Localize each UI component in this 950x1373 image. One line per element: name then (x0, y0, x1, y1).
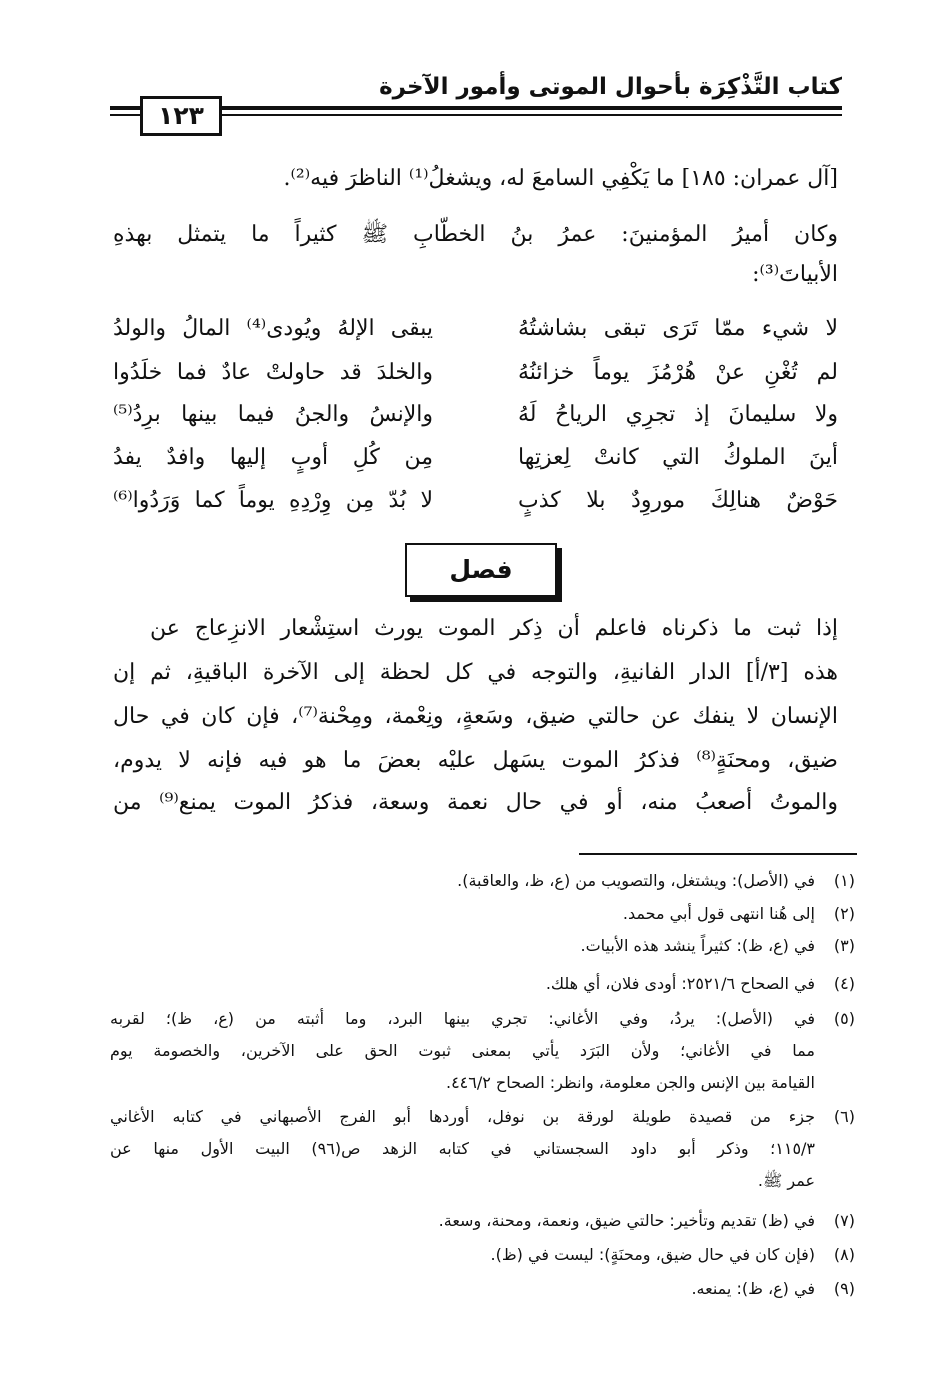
paragraph-line: والموتُ أصعبُ منه، أو في حال نعمة وسعة، فذكرُ الموت يمنع⁽⁹⁾ من (113, 790, 838, 815)
footnote-number: (١) (833, 871, 855, 890)
poem-second-hemistich: مِن كُلِ أوبٍ إليها وافدٌ يفدُ (113, 445, 433, 470)
footnote-number: (٢) (833, 904, 855, 923)
poem-first-hemistich: ولا سليمانَ إذ تجرِي الرياحُ لَهُ (518, 402, 838, 427)
footnote-text: ١١٥/٣؛ وذكر أبو داود السجستاني في كتابه الزهد ص(٩٦) البيت الأول منها عن (110, 1139, 816, 1158)
paragraph-line: الإنسان لا ينفك عن حالتي ضيق، وسَعةٍ، ونِعْمة، ومِحْنة⁽⁷⁾، فإن كان في حال (113, 704, 838, 729)
footnote-number: (٣) (833, 936, 855, 955)
footnote-separator (579, 853, 857, 855)
footnote-text: عمر ﷺ. (757, 1171, 815, 1190)
poem-second-hemistich: لا بُدّ مِن وِرْدِهِ يوماً كما وَرَدُوا⁽⁶⁾ (113, 488, 433, 513)
footnote-text: (فإن كان في حال ضيق، ومحنَةٍ): ليست في (ظ). (490, 1245, 815, 1264)
poem-first-hemistich: حَوْضٌ هنالِكَ موروِدٌ بلا كذبٍ (518, 488, 838, 513)
footnote-number: (٨) (833, 1245, 855, 1264)
poem-verse (113, 445, 838, 483)
footnote-number: (٩) (833, 1279, 855, 1298)
poem-verse (113, 488, 838, 526)
footnote-text: إلى هُنا انتهى قول أبي محمد. (622, 904, 815, 923)
poem-second-hemistich: والخلدَ قد حاولتْ عادٌ فما خلَدُوا (113, 360, 433, 385)
footnote-number: (٦) (833, 1107, 855, 1126)
footnote-text: جزء من قصيدة طويلة لورقة بن نوفل، أوردها أبو الفرج الأصبهاني في كتابه الأغاني (110, 1107, 815, 1126)
poem-verse (113, 316, 838, 354)
footnote-text: مما في الأغاني؛ ولأن البَرَد يأتي بمعنى ثبوت الحق على الآخرين، والخصومة يوم (110, 1041, 815, 1060)
poem-first-hemistich: أينَ الملوكُ التي كانتْ لِعزتِها (518, 445, 838, 470)
poem-first-hemistich: لا شيء ممّا تَرَى تبقى بشاشتُهُ (518, 316, 838, 341)
footnote-number: (٥) (833, 1009, 855, 1028)
footnote-text: في (الأصل): ويشتغل، والتصويب من (ع، ظ، والعاقبة). (457, 871, 815, 890)
poem-first-hemistich: لم تُغْنِ عنْ هُرْمُزَ يوماً خزائنُهُ (518, 360, 838, 385)
book-title: كتاب التَّذْكِرَة بأحوال الموتى وأمور الآخرة (379, 74, 842, 100)
footnote-text: في (ع، ظ): كثيراً ينشد هذه الأبيات. (580, 936, 815, 955)
intro-line: [آل عمران: ١٨٥] ما يَكْفِي السامعَ له، ويشغلُ⁽¹⁾ الناظرَ فيه⁽²⁾. (283, 166, 838, 191)
poem-verse (113, 402, 838, 440)
footnote-number: (٤) (833, 974, 855, 993)
footnote-text: في الصحاح ٢٥٢١/٦: أودى فلان، أي هلك. (545, 974, 815, 993)
poem-second-hemistich: يبقى الإلهُ ويُودى⁽⁴⁾ المالُ والولدُ (113, 316, 433, 341)
footnote-text: القيامة بين الإنس والجن معلومة، وانظر: الصحاح ٤٤٦/٢. (445, 1073, 815, 1092)
page-number: ١٢٣ (140, 96, 222, 136)
paragraph-line: هذه [٣/أ] الدار الفانيةِ، والتوجه في كل لحظة إلى الآخرة الباقيةِ، ثم إن (113, 660, 838, 685)
footnote-number: (٧) (833, 1211, 855, 1230)
intro-line: وكان أميرُ المؤمنينَ: عمرُ بنُ الخطّابِ ﷺ كثيراً ما يتمثل بهذهِ (113, 222, 838, 247)
poem-verse (113, 360, 838, 398)
poem-second-hemistich: والإنسُ والجنُ فيما بينها برِدُ⁽⁵⁾ (113, 402, 433, 427)
footnote-text: في (الأصل): يردُ، وفي الأغاني: تجري بينها البرد، وما أثبته من (ع، ظ)؛ لقربه (110, 1009, 815, 1028)
footnote-text: في (ع، ظ): يمنعه. (691, 1279, 815, 1298)
footnote-text: في (ظ) تقديم وتأخير: حالتي ضيق، ونعمة، ومحنة، وسعة. (438, 1211, 815, 1230)
paragraph-line: إذا ثبت ما ذكرناه فاعلم أن ذِكر الموت يورث استِشْعار الانزِعاج عن (150, 616, 838, 641)
intro-line: الأبياتَ⁽³⁾: (752, 262, 838, 287)
section-heading: فصل (405, 543, 557, 597)
paragraph-line: ضيق، ومحنَةٍ⁽⁸⁾ فذكرُ الموت يسَهل عليْه بعضَ ما هو فيه فإنه لا يدوم، (113, 748, 838, 773)
